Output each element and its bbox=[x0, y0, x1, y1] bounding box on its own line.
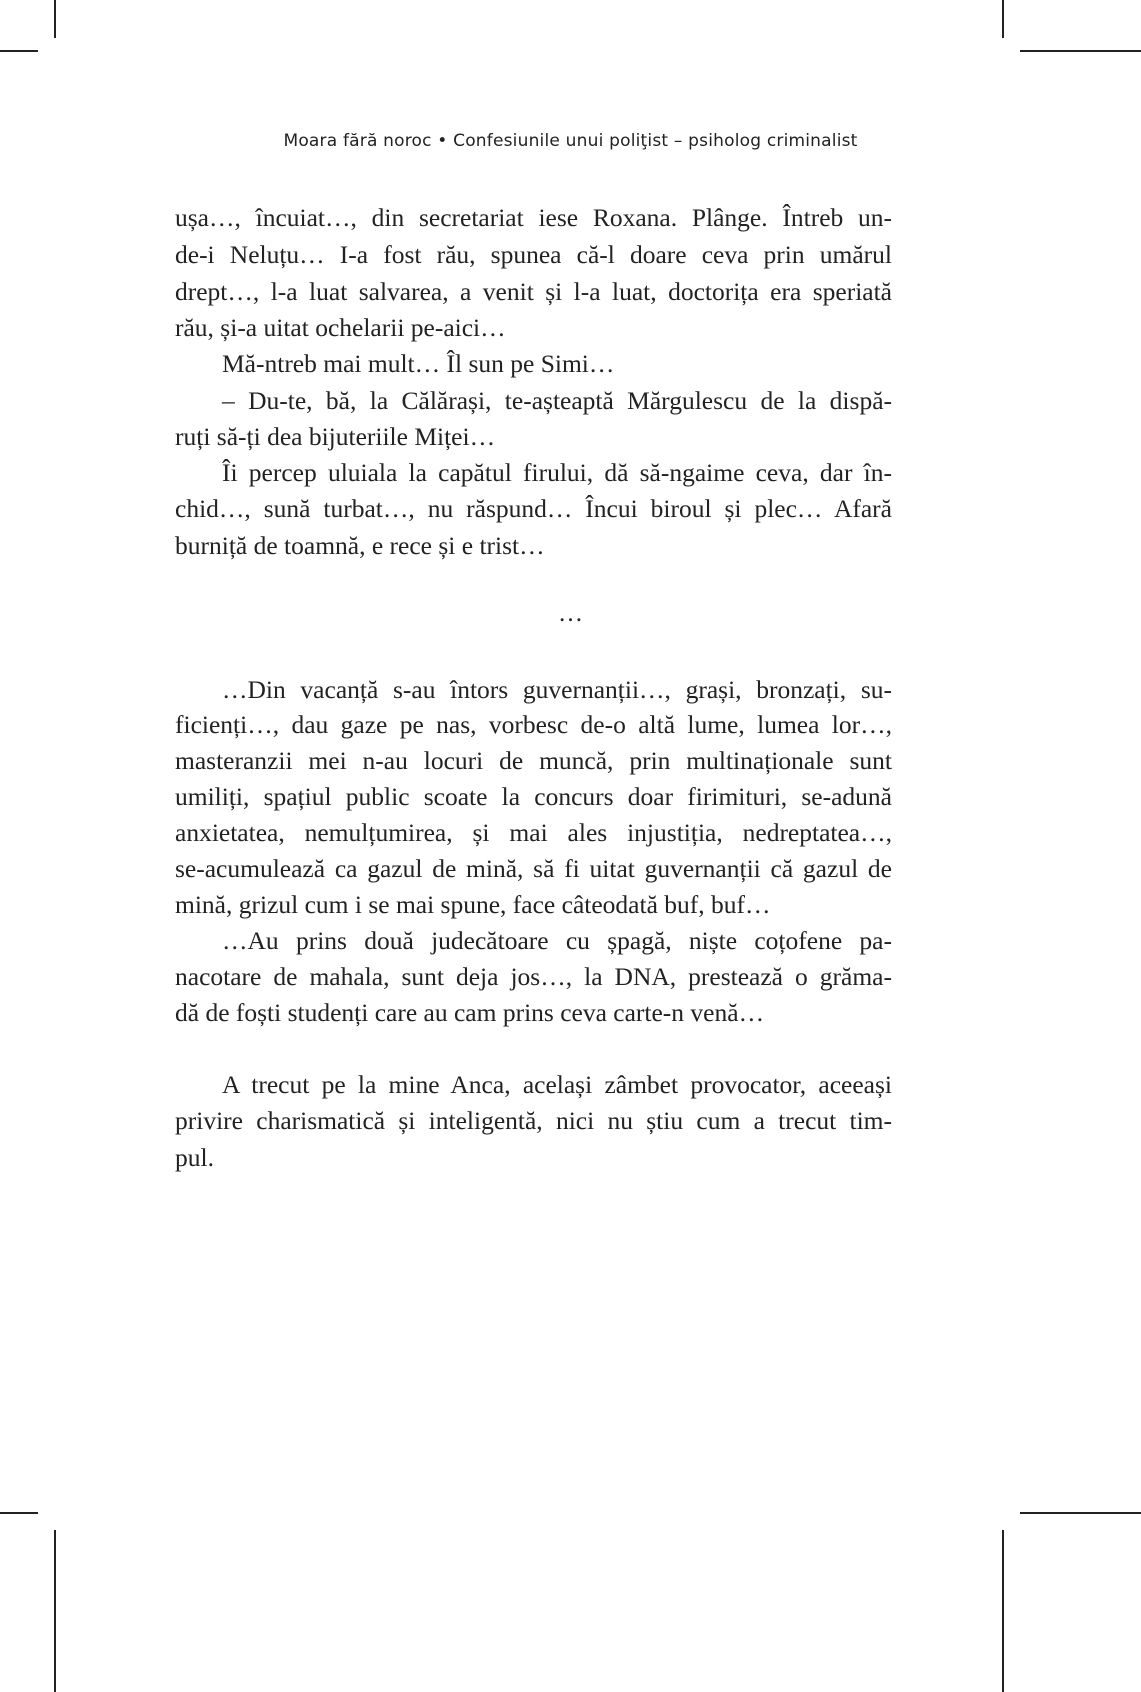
text-line: …Au prins două judecătoare cu șpagă, niște coțofene pa- bbox=[222, 926, 892, 955]
text-line: ficienți…, dau gaze pe nas, vorbesc de-o altă lume, lumea lor…, bbox=[175, 710, 892, 739]
text-line: privire charismatică și inteligentă, nici nu știu cum a trecut tim- bbox=[175, 1106, 892, 1135]
text-line: se-acumulează ca gazul de mină, să fi uitat guvernanții că gazul de bbox=[175, 854, 892, 883]
text-line: umiliți, spațiul public scoate la concurs doar firimituri, se-adună bbox=[175, 782, 892, 811]
text-line: burniță de toamnă, e rece și e trist… bbox=[175, 531, 545, 560]
running-header: Moara fără noroc • Confesiunile unui poliţist – psiholog criminalist bbox=[283, 131, 858, 151]
crop-mark bbox=[1020, 50, 1141, 52]
text-line: Mă-ntreb mai mult… Îl sun pe Simi… bbox=[222, 349, 615, 378]
text-line: mină, grizul cum i se mai spune, face câteodată buf, buf… bbox=[175, 890, 771, 919]
text-line: – Du-te, bă, la Călărași, te-așteaptă Mărgulescu de la dispă- bbox=[222, 386, 892, 415]
text-line: ruți să-ți dea bijuteriile Miței… bbox=[175, 422, 496, 451]
text-line: Îi percep uluiala la capătul firului, dă să-ngaime ceva, dar în- bbox=[222, 458, 892, 487]
text-line: rău, și-a uitat ochelarii pe-aici… bbox=[175, 313, 506, 342]
crop-mark bbox=[54, 1530, 56, 1692]
crop-mark bbox=[1002, 1530, 1004, 1692]
text-line: drept…, l-a luat salvarea, a venit și l-a luat, doctorița era speriată bbox=[175, 277, 892, 306]
crop-mark bbox=[54, 0, 56, 38]
text-line: nacotare de mahala, sunt deja jos…, la DNA, prestează o grăma- bbox=[175, 962, 892, 991]
text-line: …Din vacanță s-au întors guvernanții…, grași, bronzați, su- bbox=[222, 675, 892, 704]
text-line: de-i Neluțu… I-a fost rău, spunea că-l doare ceva prin umărul bbox=[175, 240, 892, 269]
text-line: chid…, sună turbat…, nu răspund… Încui biroul și plec… Afară bbox=[175, 494, 892, 523]
crop-mark bbox=[0, 1512, 38, 1514]
crop-mark bbox=[0, 50, 38, 52]
text-line: masteranzii mei n-au locuri de muncă, prin multinaționale sunt bbox=[175, 746, 892, 775]
text-line: dă de foști studenți care au cam prins ceva carte-n venă… bbox=[175, 998, 765, 1027]
text-line: pul. bbox=[175, 1143, 214, 1172]
section-separator: … bbox=[558, 600, 583, 627]
crop-mark bbox=[1020, 1512, 1141, 1514]
crop-mark bbox=[1002, 0, 1004, 38]
text-line: anxietatea, nemulțumirea, și mai ales injustiția, nedreptatea…, bbox=[175, 818, 892, 847]
text-line: ușa…, încuiat…, din secretariat iese Roxana. Plânge. Întreb un- bbox=[175, 203, 892, 232]
text-line: A trecut pe la mine Anca, același zâmbet provocator, aceeași bbox=[222, 1070, 892, 1099]
